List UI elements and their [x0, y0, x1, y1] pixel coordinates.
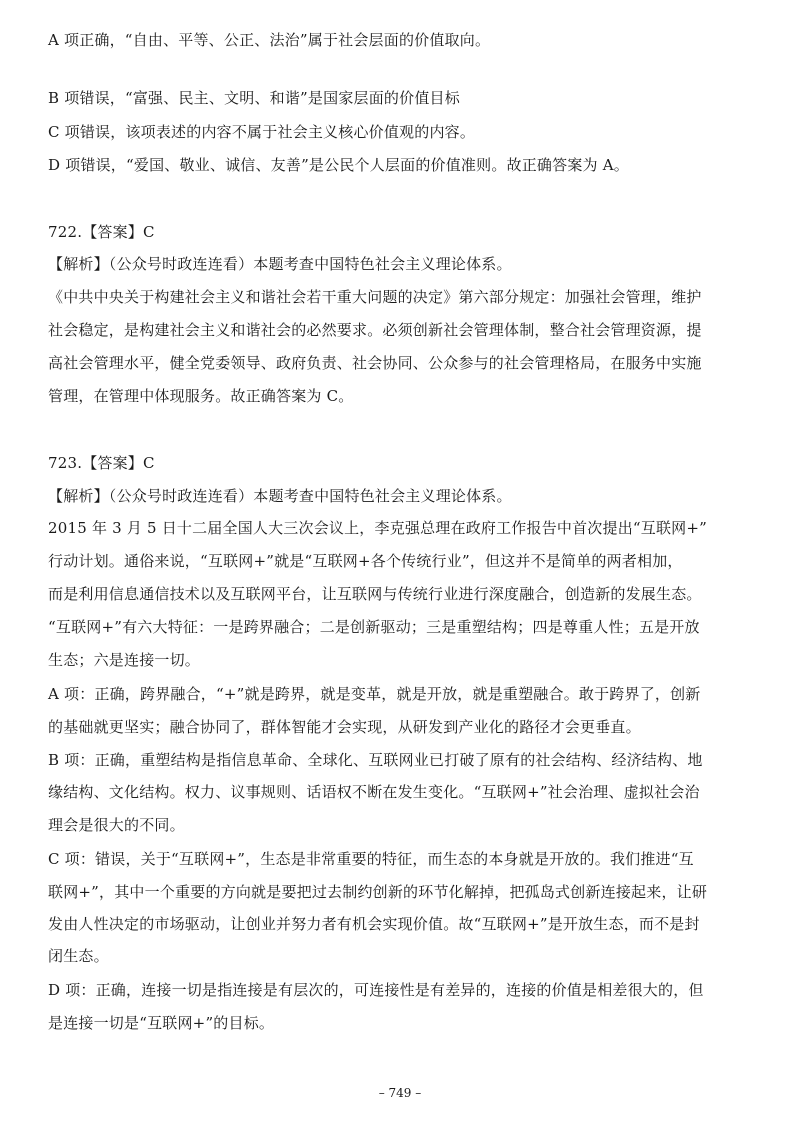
- text-line: 社会稳定，是构建社会主义和谐社会的必然要求。必须创新社会管理体制，整合社会管理资源，提: [48, 321, 702, 339]
- text-line: C 项错误，该项表述的内容不属于社会主义核心价值观的内容。: [48, 123, 476, 141]
- text-line: 高社会管理水平，健全党委领导、政府负责、社会协同、公众参与的社会管理格局，在服务中实施: [48, 354, 702, 372]
- text-line: D 项错误，“爱国、敬业、诚信、友善”是公民个人层面的价值准则。故正确答案为 A。: [48, 156, 629, 174]
- analysis-heading: 【解析】（公众号时政连连看）本题考查中国特色社会主义理论体系。: [48, 487, 512, 505]
- text-line: 2015 年 3 月 5 日十二届全国人大三次会议上，李克强总理在政府工作报告中首次提出“互联网+”: [48, 519, 708, 537]
- text-line: B 项：正确，重塑结构是指信息革命、全球化、互联网业已打破了原有的社会结构、经济结构、地: [48, 751, 703, 769]
- text-line: 发由人性决定的市场驱动，让创业并努力者有机会实现价值。故“互联网+”是开放生态，而不是封: [48, 915, 700, 933]
- analysis-heading: 【解析】（公众号时政连连看）本题考查中国特色社会主义理论体系。: [48, 255, 512, 273]
- text-line: 而是利用信息通信技术以及互联网平台，让互联网与传统行业进行深度融合，创造新的发展生态。: [48, 585, 702, 603]
- page-number: – 749 –: [378, 1086, 422, 1100]
- text-line: 的基础就更坚实；融合协同了，群体智能才会实现，从研发到产业化的路径才会更垂直。: [48, 718, 641, 736]
- answer-heading-723: 723.【答案】C: [48, 454, 155, 472]
- text-line: 闭生态。: [48, 947, 109, 965]
- text-line: 行动计划。通俗来说，“互联网+”就是“互联网+各个传统行业”，但这并不是简单的两者相加，: [48, 552, 683, 570]
- text-line: 《中共中央关于构建社会主义和谐社会若干重大问题的决定》第六部分规定：加强社会管理，维护: [48, 288, 702, 306]
- text-line: 管理，在管理中体现服务。故正确答案为 C。: [48, 387, 354, 405]
- text-line: A 项：正确，跨界融合，“+”就是跨界，就是变革，就是开放，就是重塑融合。敢于跨界了，创新: [48, 685, 701, 703]
- text-line: “互联网+”有六大特征：一是跨界融合；二是创新驱动；三是重塑结构；四是尊重人性；五是开放: [48, 618, 700, 636]
- text-line: B 项错误，“富强、民主、文明、和谐”是国家层面的价值目标: [48, 89, 460, 107]
- text-line: A 项正确，“自由、平等、公正、法治”属于社会层面的价值取向。: [48, 31, 491, 49]
- text-line: 生态；六是连接一切。: [48, 651, 201, 669]
- text-line: 联网+”，其中一个重要的方向就是要把过去制约创新的环节化解掉，把孤岛式创新连接起来，让研: [48, 883, 708, 901]
- answer-heading-722: 722.【答案】C: [48, 223, 155, 241]
- text-line: 理会是很大的不同。: [48, 816, 185, 834]
- text-line: C 项：错误，关于“互联网+”，生态是非常重要的特征，而生态的本身就是开放的。我们推进“互: [48, 850, 694, 868]
- text-line: D 项：正确，连接一切是指连接是有层次的，可连接性是有差异的，连接的价值是相差很大的，但: [48, 981, 704, 999]
- text-line: 是连接一切是“互联网+”的目标。: [48, 1014, 275, 1032]
- text-line: 缘结构、文化结构。权力、议事规则、话语权不断在发生变化。“互联网+”社会治理、虚拟社会治: [48, 783, 700, 801]
